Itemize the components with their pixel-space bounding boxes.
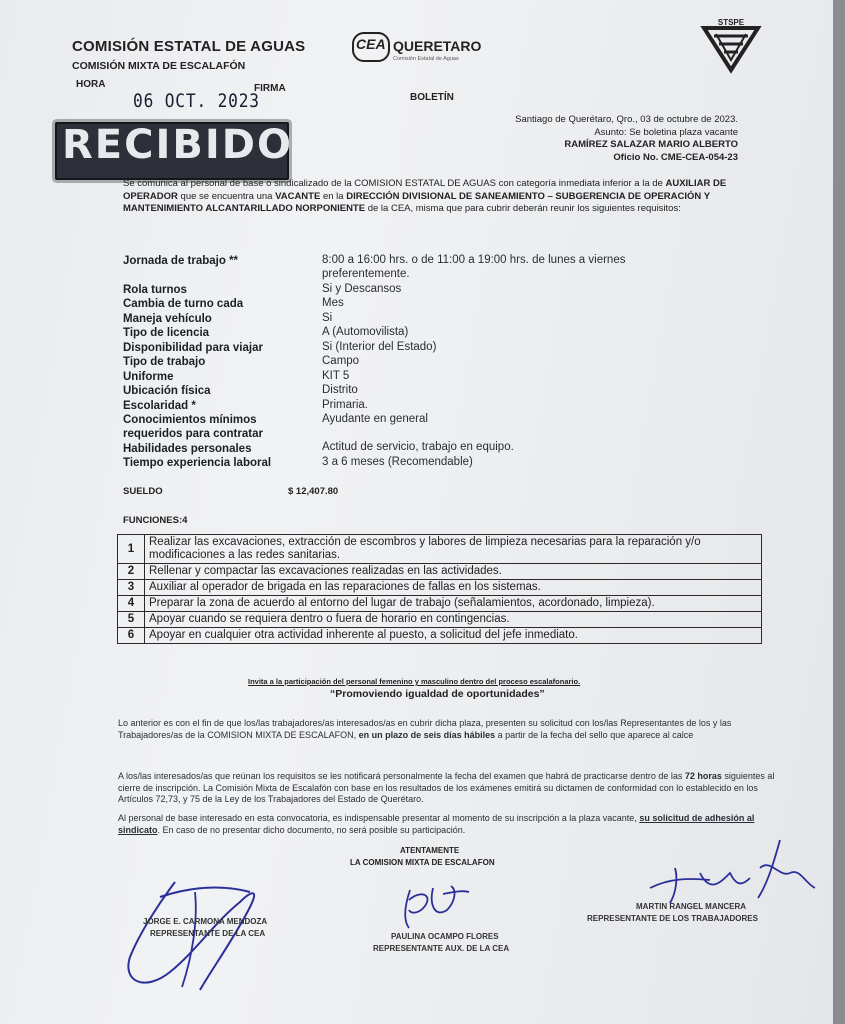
req-value: preferentemente. <box>322 268 410 280</box>
union-logo <box>700 16 762 79</box>
hora-label: HORA <box>76 79 106 90</box>
req-label: Escolaridad * <box>123 400 196 412</box>
signatory-name: MARTIN RANGEL MANCERA <box>636 902 747 911</box>
req-value: Campo <box>322 355 360 367</box>
req-value: Si <box>322 312 333 324</box>
req-value: Distrito <box>322 384 358 396</box>
place-date: Santiago de Querétaro, Qro., 03 de octubre de 2023. <box>515 114 738 125</box>
signatory-role: REPRESENTANTE AUX. DE LA CEA <box>373 944 510 953</box>
function-number: 5 <box>118 612 145 628</box>
office-number: Oficio No. CME-CEA-054-23 <box>613 152 738 163</box>
cea-logo-abbrev: CEA <box>356 36 386 52</box>
req-value: Actitud de servicio, trabajo en equipo. <box>322 441 514 453</box>
req-value: Si y Descansos <box>322 283 402 295</box>
salary-label: SUELDO <box>123 486 163 497</box>
subject-line: Asunto: Se boletina plaza vacante <box>594 127 738 138</box>
req-label: Habilidades personales <box>123 443 252 455</box>
functions-table <box>117 534 762 644</box>
function-number: 6 <box>118 628 145 644</box>
req-value: Mes <box>322 297 344 309</box>
table-row <box>118 628 762 644</box>
closing-commission: LA COMISION MIXTA DE ESCALAFON <box>350 858 495 867</box>
function-text: Rellenar y compactar las excavaciones realizadas en las actividades. <box>145 564 762 580</box>
received-stamp-text: RECIBIDO <box>62 122 293 168</box>
signature-graphic <box>395 880 475 940</box>
signature-graphic <box>640 838 820 908</box>
req-label: Disponibilidad para viajar <box>123 342 263 354</box>
document-type: BOLETÍN <box>410 92 454 103</box>
salary-value: $ 12,407.80 <box>288 486 339 497</box>
invitation-line: Invita a la participación del personal femenino y masculino dentro del proceso escalafonario. <box>248 677 581 686</box>
req-value: 3 a 6 meses (Recomendable) <box>322 456 473 468</box>
req-value: Si (Interior del Estado) <box>322 341 437 353</box>
cea-logo-name: QUERETARO <box>393 38 482 54</box>
signatory-name: JORGE E. CARMONA MENDOZA <box>143 917 268 926</box>
req-label: Conocimientos mínimos <box>123 414 257 426</box>
org-name: COMISIÓN ESTATAL DE AGUAS <box>72 38 306 55</box>
firma-label: FIRMA <box>254 83 286 94</box>
req-label: requeridos para contratar <box>123 428 263 440</box>
cea-logo-subtitle: Comisión Estatal de Aguas <box>393 56 459 62</box>
req-label: Jornada de trabajo ** <box>123 255 239 267</box>
req-value: Ayudante en general <box>322 413 428 425</box>
function-text: Auxiliar al operador de brigada en las reparaciones de fallas en los sistemas. <box>145 580 762 596</box>
function-text: Apoyar cuando se requiera dentro o fuera de horario en contingencias. <box>145 612 762 628</box>
req-value: 8:00 a 16:00 hrs. o de 11:00 a 19:00 hrs. de lunes a viernes <box>322 254 626 266</box>
table-row <box>118 580 762 596</box>
slogan: “Promoviendo igualdad de oportunidades” <box>330 688 545 700</box>
function-number: 4 <box>118 596 145 612</box>
closing-atentamente: ATENTAMENTE <box>400 846 460 855</box>
req-value: A (Automovilista) <box>322 326 409 338</box>
table-row <box>118 535 762 564</box>
req-label: Rola turnos <box>123 284 187 296</box>
union-logo-text: STSPE <box>717 18 745 27</box>
req-label: Tipo de licencia <box>123 327 210 339</box>
paragraph-exam: A los/las interesados/as que reúnan los requisitos se les notificará personalmente la fecha del examen que habrá de practicarse dentro de las 72 horas siguientes al cierre de inscripción. La Comisión Mixta de Escalafón con base en los resultados de los exámenes emitirá su dictamen de conformidad con lo establecido en los Artículos 72,73, y 75 de la Ley de los Trabajadores del Estado de Querétaro. <box>118 771 775 804</box>
signatory-name: PAULINA OCAMPO FLORES <box>391 932 499 941</box>
req-label: Cambia de turno cada <box>123 298 244 310</box>
req-value: KIT 5 <box>322 370 350 382</box>
function-number: 2 <box>118 564 145 580</box>
recipient-name: RAMÍREZ SALAZAR MARIO ALBERTO <box>564 139 738 150</box>
req-value: Primaria. <box>322 399 369 411</box>
function-number: 3 <box>118 580 145 596</box>
function-text: Realizar las excavaciones, extracción de escombros y labores de limpieza necesarias para la reparación y/o modificaciones a las redes sanitarias. <box>145 535 762 564</box>
req-label: Tipo de trabajo <box>123 356 206 368</box>
table-row <box>118 612 762 628</box>
org-subname: COMISIÓN MIXTA DE ESCALAFÓN <box>72 60 246 72</box>
signatory-role: REPRESENTANTE DE LA CEA <box>150 929 266 938</box>
function-text: Preparar la zona de acuerdo al entorno del lugar de trabajo (señalamientos, acordonado, limpieza). <box>145 596 762 612</box>
paragraph-application: Lo anterior es con el fin de que los/las trabajadores/as interesados/as en cubrir dicha plaza, presenten su solicitud con los/las Representantes de los y las Trabajadores/as de la COMISION MIXTA DE ESCALAFON, en un plazo de seis días hábiles a partir de la fecha del sello que aparece al calce <box>118 718 732 740</box>
table-row <box>118 596 762 612</box>
function-number: 1 <box>118 535 145 564</box>
req-label: Tiempo experiencia laboral <box>123 457 272 469</box>
functions-heading: FUNCIONES:4 <box>123 515 188 526</box>
intro-paragraph: Se comunica al personal de base o sindicalizado de la COMISION ESTATAL DE AGUAS con categoría inmediata inferior a la de AUXILIAR DE OPERADOR que se encuentra una VACANTE en la DIRECCIÓN DIVISIONAL DE SANEAMIENTO – SUBGERENCIA DE OPERACIÓN Y MANTENIMIENTO ALCANTARILLADO NORPONIENTE de la CEA, misma que para cubrir deberán reunir los siguientes requisitos: <box>123 178 727 214</box>
req-label: Maneja vehículo <box>123 313 212 325</box>
table-row <box>118 564 762 580</box>
function-text: Apoyar en cualquier otra actividad inherente al puesto, a solicitud del jefe inmediato. <box>145 628 762 644</box>
paragraph-union: Al personal de base interesado en esta convocatoria, es indispensable presentar al momento de su inscripción a la plaza vacante, su solicitud de adhesión al sindicato. En caso de no presentar dicho documento, no será posible su participación. <box>118 813 755 835</box>
signatory-role: REPRESENTANTE DE LOS TRABAJADORES <box>587 914 758 923</box>
received-date-stamp: 06 OCT. 2023 <box>133 90 260 112</box>
req-label: Ubicación física <box>123 385 211 397</box>
req-label: Uniforme <box>123 371 174 383</box>
